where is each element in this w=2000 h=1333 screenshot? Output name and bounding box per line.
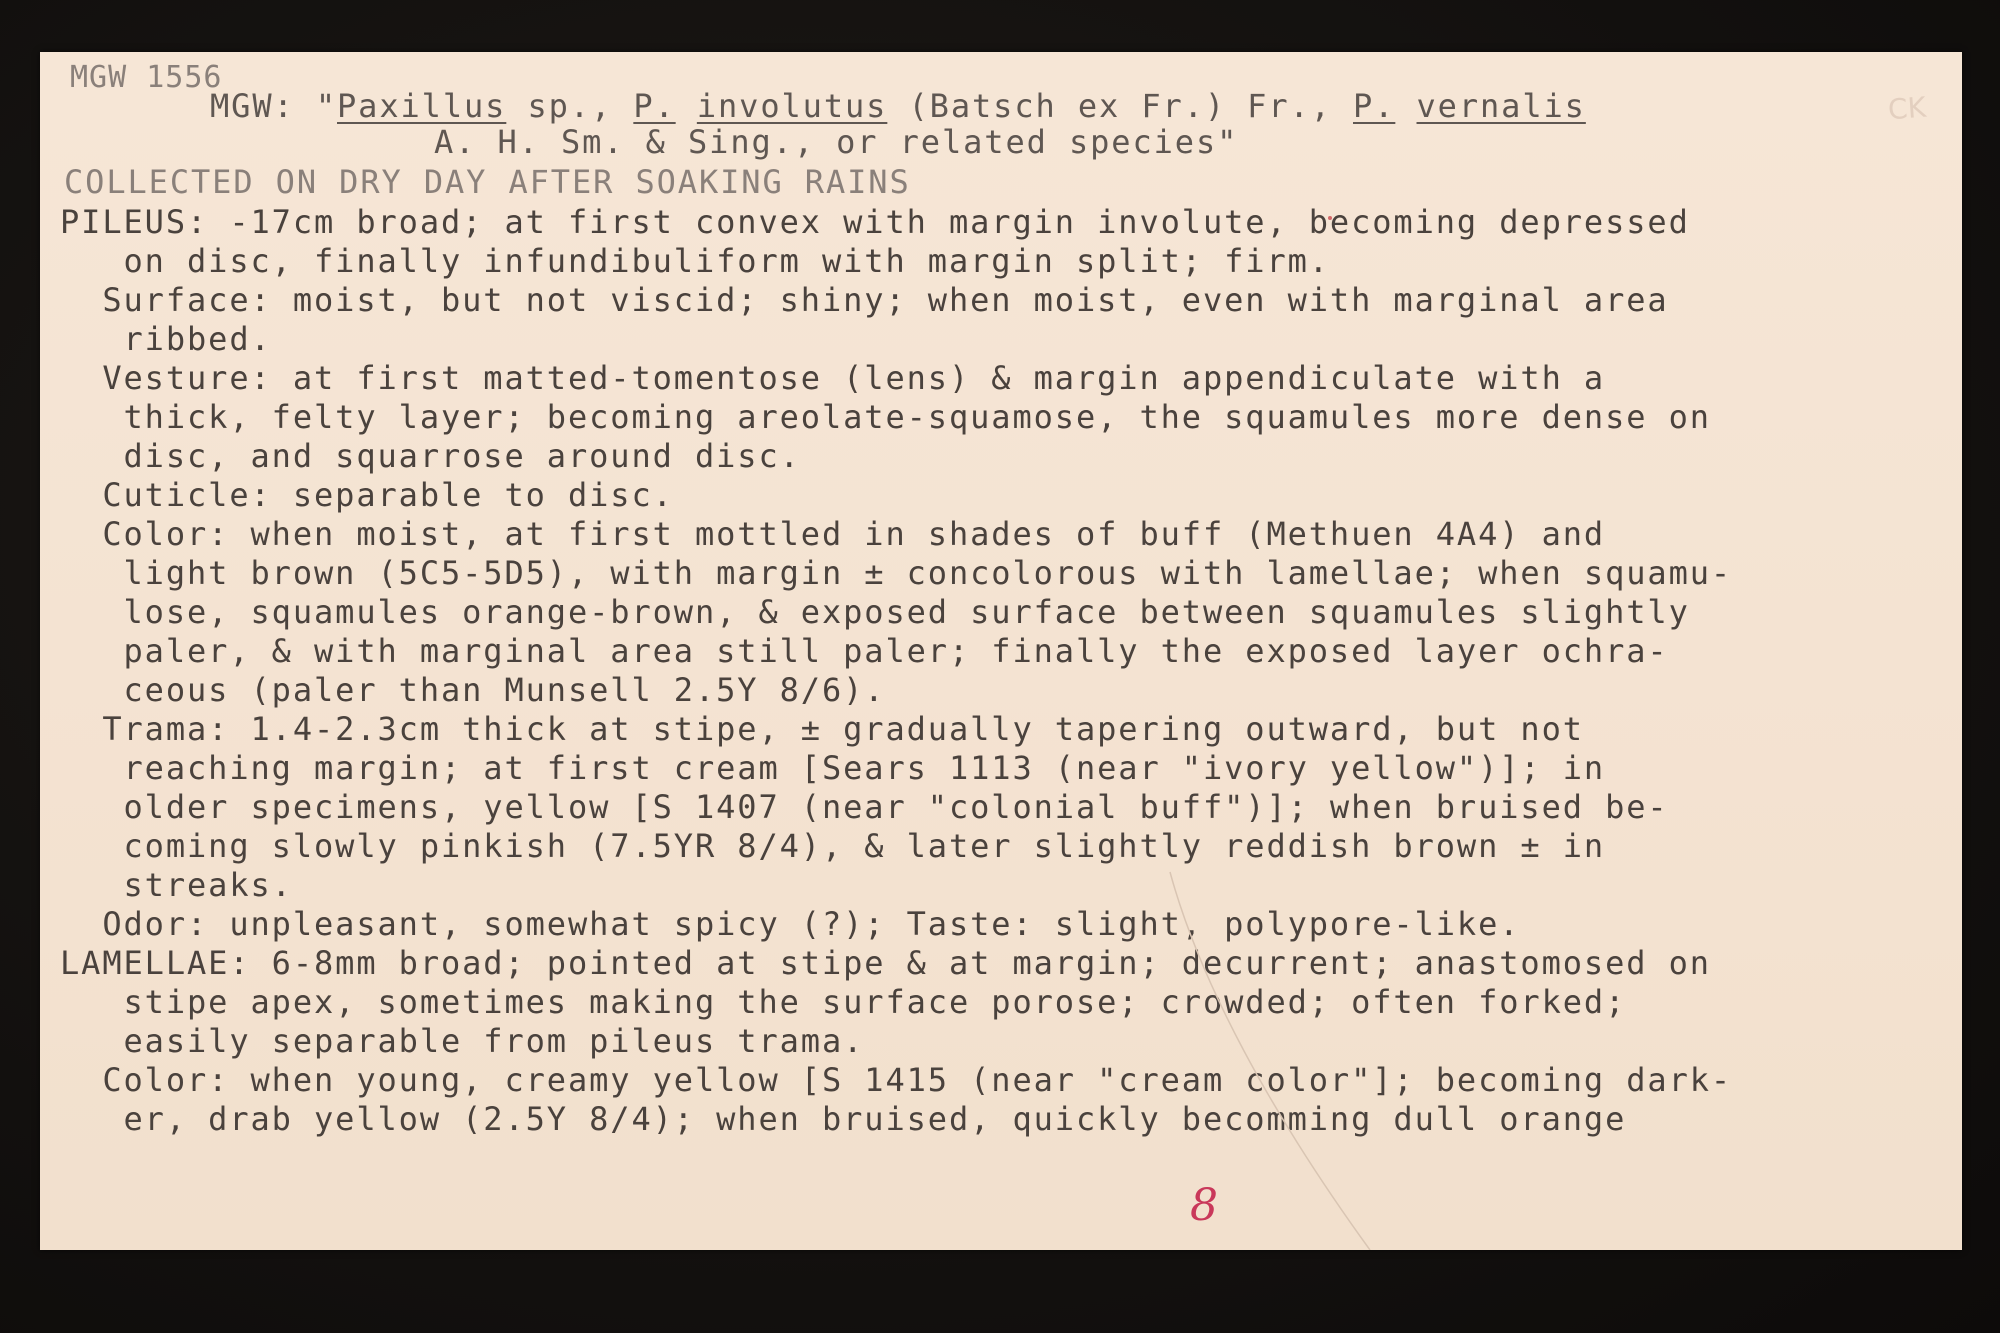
- determination-line-2: A. H. Sm. & Sing., or related species": [434, 123, 1239, 161]
- species-involutus: involutus: [696, 87, 888, 125]
- description-line: Trama: 1.4-2.3cm thick at stipe, ± gradually tapering outward, but not: [60, 710, 1584, 748]
- description-line: stipe apex, sometimes making the surface porose; crowded; often forked;: [60, 983, 1627, 1021]
- description-line: light brown (5C5-5D5), with margin ± concolorous with lamellae; when squamu-: [60, 554, 1733, 592]
- abbrev-p-1: P.: [633, 87, 676, 125]
- description-line: Color: when moist, at first mottled in shades of buff (Methuen 4A4) and: [60, 515, 1606, 553]
- collection-note: COLLECTED ON DRY DAY AFTER SOAKING RAINS: [64, 163, 911, 201]
- description-line: Surface: moist, but not viscid; shiny; when moist, even with marginal area: [60, 281, 1669, 319]
- description-line: disc, and squarrose around disc.: [60, 437, 801, 475]
- specimen-card: [40, 52, 1962, 1250]
- genus-name: Paxillus: [337, 87, 507, 125]
- description-line: reaching margin; at first cream [Sears 1113 (near "ivory yellow")]; in: [60, 749, 1606, 787]
- catalog-number: MGW 1556: [70, 60, 223, 95]
- description-line: ceous (paler than Munsell 2.5Y 8/6).: [60, 671, 886, 709]
- red-handwritten-annotation: 8: [1190, 1180, 1218, 1231]
- description-line: Cuticle: separable to disc.: [60, 476, 674, 514]
- description-line: Color: when young, creamy yellow [S 1415 (near "cream color"]; becoming dark-: [60, 1061, 1733, 1099]
- description-line: Vesture: at first matted-tomentose (lens) & margin appendiculate with a: [60, 359, 1606, 397]
- description-line: on disc, finally infundibuliform with margin split; firm.: [60, 242, 1330, 280]
- description-line: easily separable from pileus trama.: [60, 1022, 865, 1060]
- description-line: thick, felty layer; becoming areolate-squamose, the squamules more dense on: [60, 398, 1711, 436]
- description-line: paler, & with marginal area still paler; finally the exposed layer ochra-: [60, 632, 1669, 670]
- description-line: LAMELLAE: 6-8mm broad; pointed at stipe & at margin; decurrent; anastomosed on: [60, 944, 1711, 982]
- determination-line-1: [210, 88, 1586, 124]
- corner-mark: CK: [1886, 90, 1928, 127]
- description-line: streaks.: [60, 866, 293, 904]
- description-line: PILEUS: -17cm broad; at first convex with margin involute, becoming depressed: [60, 203, 1690, 241]
- determination-prefix: MGW: ": [210, 87, 337, 125]
- description-line: older specimens, yellow [S 1407 (near "colonial buff")]; when bruised be-: [60, 788, 1669, 826]
- species-vernalis: vernalis: [1416, 87, 1586, 125]
- description-line: er, drab yellow (2.5Y 8/4); when bruised, quickly becomming dull orange: [60, 1100, 1627, 1138]
- abbrev-p-2: P.: [1353, 87, 1396, 125]
- sp-text: sp.,: [506, 87, 634, 125]
- description-line: ribbed.: [60, 320, 272, 358]
- authority-1: (Batsch ex Fr.) Fr.,: [887, 87, 1353, 125]
- description-line: lose, squamules orange-brown, & exposed surface between squamules slightly: [60, 593, 1690, 631]
- description-line: Odor: unpleasant, somewhat spicy (?); Taste: slight, polypore-like.: [60, 905, 1521, 943]
- description-line: coming slowly pinkish (7.5YR 8/4), & later slightly reddish brown ± in: [60, 827, 1606, 865]
